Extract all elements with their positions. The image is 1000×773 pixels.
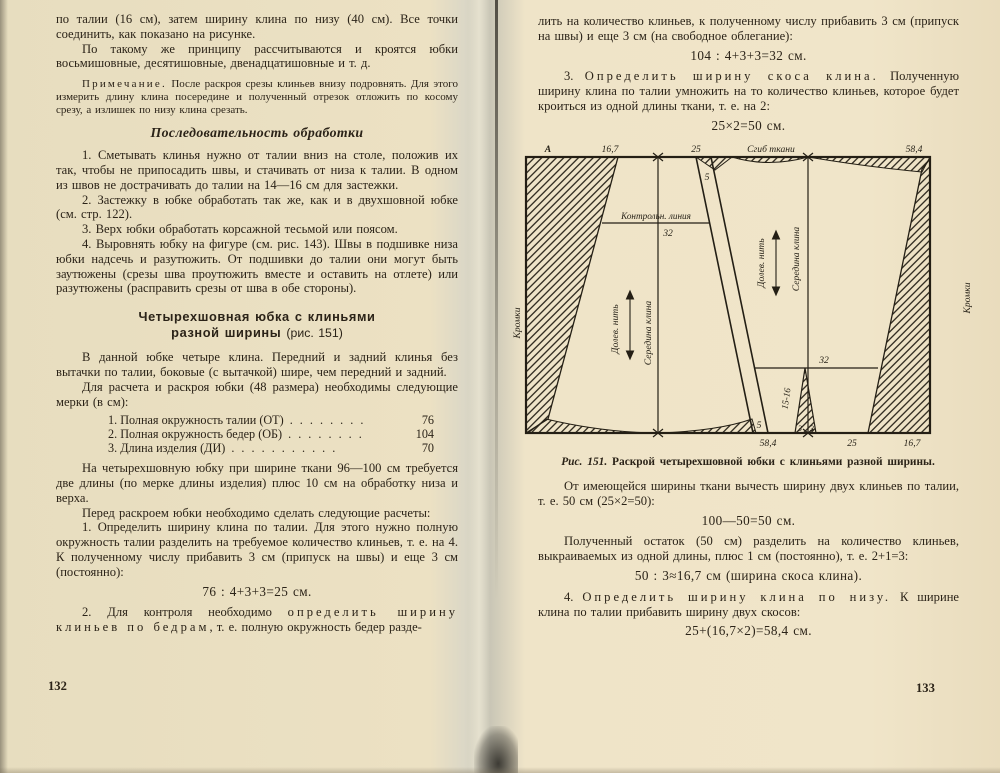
step-2: 2. Застежку в юбке обработать так же, как и в двухшовной юбке (см. стр. 122). xyxy=(56,192,458,222)
fig-label-top-167: 16,7 xyxy=(601,143,619,155)
figure-caption-ref: Рис. 151. xyxy=(561,455,608,468)
waste-waist-sliver-left xyxy=(732,157,808,163)
paragraph xyxy=(56,605,458,635)
slant-cut-line-right xyxy=(711,157,768,433)
waste-right-wedge xyxy=(868,159,930,433)
emphasized-run: Определить ширину скоса клина. xyxy=(584,69,879,84)
step-3: 3. Верх юбки обработать корсажной тесьмой или поясом. xyxy=(82,222,398,237)
fig-label-bottom-584: 58,4 xyxy=(759,437,777,449)
measurement-label: 3. Длина изделия (ДИ) xyxy=(108,440,226,455)
page-gutter-shadow xyxy=(474,726,518,773)
text-run: 2. Для контроля необходимо xyxy=(82,605,288,620)
formula-remainder: 100—50=50 см. xyxy=(701,512,796,528)
text-run: Полученную ширину клина по талии умножить на то количество клиньев, которое будет кроиться из одной длины ткани, т. е. на 2: xyxy=(538,69,959,113)
step-4: 4. Выровнять юбку на фигуре (см. рис. 143). Швы в подшивке низа юбки надсечь и разутюжить. От подшивки до талии они могут быть заутюжены (срезы шва проутюжить вместе и оставить на отлете) или разутюжены (расправить срезы от шва в обе стороны). xyxy=(56,237,458,296)
emphasized-run: определить ширину клиньев по бедрам xyxy=(56,605,458,635)
measurement-label: 1. Полная окружность талии (ОТ) xyxy=(108,413,284,428)
page-gutter-highlight xyxy=(468,0,490,773)
paragraph: В данной юбке четыре клина. Передний и задний клинья без вытачки по талии, боковые (с вытачкой) шире, чем передний и задний. xyxy=(56,350,458,380)
text-run: 3. xyxy=(564,69,585,84)
fig-label-5-top: 5 xyxy=(704,171,710,183)
cutting-diagram-svg xyxy=(512,141,978,453)
figure-caption-text: Раскрой четырехшовной юбки с клиньями разной ширины. xyxy=(607,455,935,468)
paragraph: Полученный остаток (50 см) разделить на количество клиньев, выкраиваемых из одной длины, плюс 1 см (постоянно), т. е. 2+1=3: xyxy=(538,534,959,564)
note-rest: После раскроя срезы клиньев внизу подровнять. Для этого измерить длину клина посередине и полученный отрезок отложить по косому срезу, а излишек по низу клина срезать. xyxy=(56,78,458,117)
measurement-value: 70 xyxy=(421,440,434,455)
formula-hip-width: 104 : 4+3+3=32 см. xyxy=(690,47,807,63)
measurement-list xyxy=(56,414,458,455)
formula-bottom-width: 25+(16,7×2)=58,4 см. xyxy=(685,623,812,639)
fig-label-gore-center-left: Середина клина xyxy=(643,300,654,365)
measurement-row xyxy=(108,442,434,456)
step-1: 1. Сметывать клинья нужно от талии вниз на столе, положив их так, чтобы не припосадить швы, и стачивать от низа к талии. В одном из швов не дострачивать до талии на 14—16 см для застежки. xyxy=(56,148,458,192)
fig-label-grain-right: Долев. нить xyxy=(756,238,767,288)
slant-cut-line-left xyxy=(696,157,753,433)
left-page xyxy=(56,12,458,635)
paragraph-continued: по талии (16 см), затем ширину клина по низу (40 см). Все точки соединить, как показано на рисунке. xyxy=(56,12,458,41)
page-number-133: 133 xyxy=(916,681,935,695)
grain-arrow-right xyxy=(773,231,780,295)
fig-label-32-left: 32 xyxy=(663,227,673,239)
text-run: 4. xyxy=(564,589,583,604)
text-run: К ширине клина по талии прибавить ширину двух скосов: xyxy=(538,589,960,619)
fig-label-bottom-25: 25 xyxy=(847,437,857,449)
paragraph xyxy=(538,590,959,620)
fig-label-gore-center-right: Середина клина xyxy=(791,226,802,291)
fig-label-control-line: Контрольн. линия xyxy=(621,210,691,221)
dot-leader: . . . . . . . . xyxy=(289,414,366,428)
section-heading-skirt xyxy=(56,309,458,341)
paragraph: По такому же принципу рассчитываются и кроятся юбки восьмишовные, десятишовные, двенадцатишовные и т. д. xyxy=(56,41,458,71)
scan-edge-bottom xyxy=(0,767,1000,773)
heading-line-1: Четырехшовная юбка с клиньями xyxy=(138,309,376,325)
fig-label-top-584: 58,4 xyxy=(905,143,923,155)
fig-label-selvage-left: Кромки xyxy=(512,307,523,339)
text-run: , т. е. полную окружность бедер разде- xyxy=(209,620,422,635)
heading-figure-ref: (рис. 151) xyxy=(286,325,343,340)
figure-151 xyxy=(512,141,978,453)
fig-label-dart-3-left: 3 xyxy=(798,423,802,433)
measurement-label: 2. Полная окружность бедер (ОБ) xyxy=(108,427,283,442)
measurement-row xyxy=(108,428,434,442)
section-heading-sequence: Последовательность обработки xyxy=(150,125,364,141)
fig-label-point-a: А xyxy=(544,143,552,155)
fig-label-dart-depth: 15-16 xyxy=(779,386,793,410)
right-page xyxy=(512,14,973,645)
paragraph: 1. Определить ширину клина по талии. Для этого нужно полную окружность талии разделить на требуемое количество клиньев, т. е. на 4. К полученному числу прибавить 3 см (припуск на швы) и еще 3 см (постоянно): xyxy=(56,520,458,579)
formula-slant-width: 50 : 3≈16,7 см (ширина скоса клина). xyxy=(634,567,863,583)
fig-label-5-bottom: 5 xyxy=(756,419,762,431)
note-paragraph xyxy=(56,78,458,117)
grain-arrow-left xyxy=(627,291,634,359)
paragraph xyxy=(538,69,959,113)
formula-waist-width: 76 : 4+3+3=25 см. xyxy=(202,583,312,599)
fig-label-dart-3-right: 3 xyxy=(810,423,814,433)
dot-leader: . . . . . . . . . . . xyxy=(231,441,338,455)
waste-hem-sliver xyxy=(528,419,756,433)
paragraph: Для расчета и раскроя юбки (48 размера) необходимы следующие мерки (в см): xyxy=(56,379,458,409)
fig-label-bottom-167: 16,7 xyxy=(903,437,921,449)
emphasized-run: Определить ширину клина по низу. xyxy=(582,589,892,604)
scan-edge-left xyxy=(0,0,8,773)
paragraph: Перед раскроем юбки необходимо сделать следующие расчеты: xyxy=(82,505,431,520)
fig-label-top-25: 25 xyxy=(691,143,701,155)
fig-label-grain-left: Долев. нить xyxy=(610,304,621,354)
formula-gore-count: 25×2=50 см. xyxy=(711,117,786,133)
page-gutter-crease xyxy=(495,0,498,600)
paragraph: От имеющейся ширины ткани вычесть ширину двух клиньев по талии, т. е. 50 см (25×2=50): xyxy=(538,478,959,508)
dot-leader: . . . . . . . . xyxy=(288,428,364,442)
figure-caption xyxy=(524,456,972,469)
waste-waist-sliver-right xyxy=(808,157,930,172)
heading-line-2: разной ширины xyxy=(171,324,287,340)
note-lead: Примечание. xyxy=(82,78,167,91)
measurement-value: 76 xyxy=(421,413,434,428)
page-number-132: 132 xyxy=(48,679,67,693)
measurement-row xyxy=(108,414,434,428)
fig-label-32-right: 32 xyxy=(819,354,829,366)
paragraph-continued: лить на количество клиньев, к полученному числу прибавить 3 см (припуск на швы) и еще 3 см (на свободное облегание): xyxy=(538,14,959,43)
fig-label-fabric-fold: Сгиб ткани xyxy=(747,143,795,155)
paragraph: На четырехшовную юбку при ширине ткани 96—100 см требуется две длины (по мерке длины изделия) плюс 10 см на обработку низа и верха. xyxy=(56,461,458,505)
measurement-value: 104 xyxy=(415,427,434,442)
fig-label-selvage-right: Кромки xyxy=(962,282,973,314)
waste-left-wedge xyxy=(526,157,618,433)
